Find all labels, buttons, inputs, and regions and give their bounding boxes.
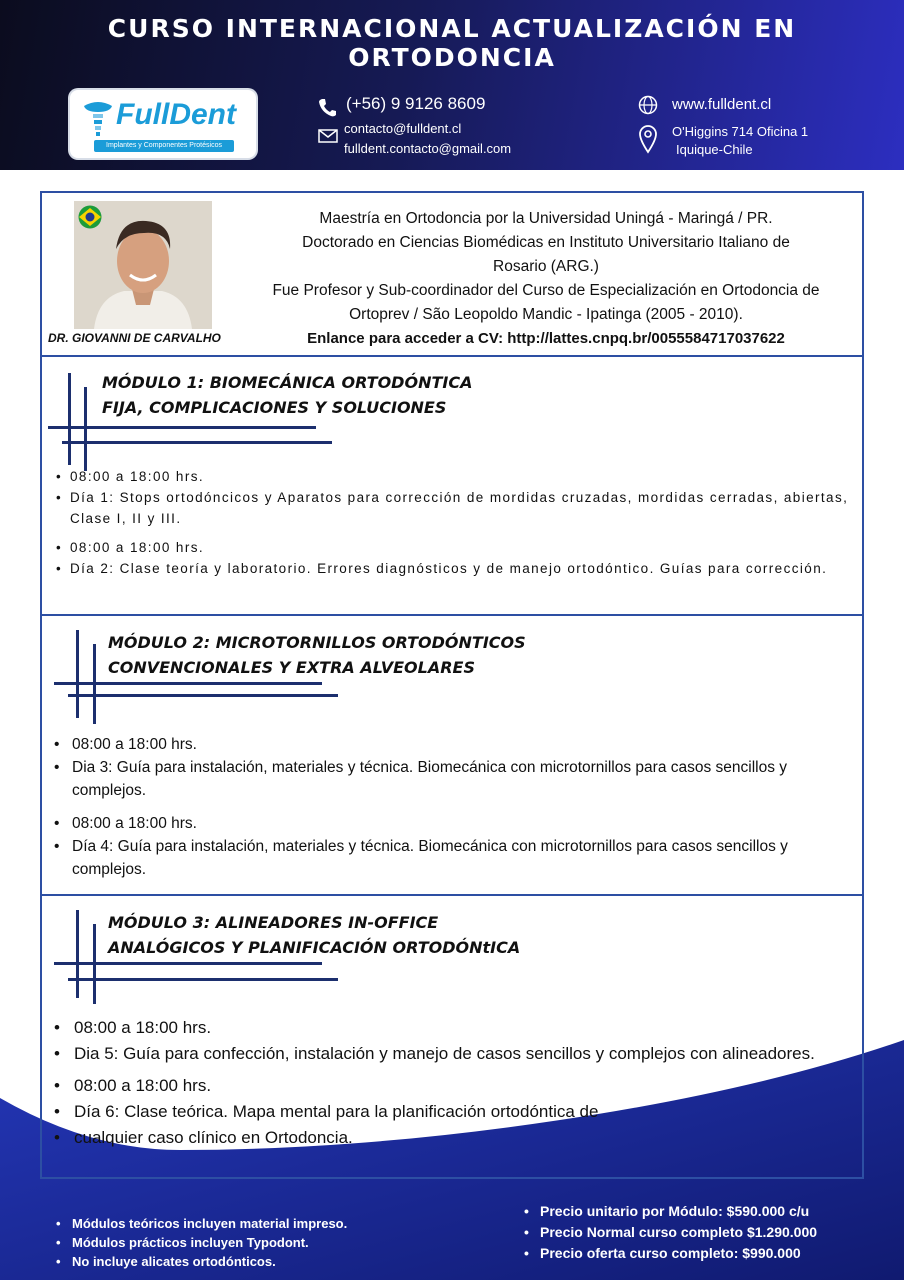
module-title-line: ANALÓGICOS Y PLANIFICACIÓN ORTODÓNtICA: [108, 938, 521, 957]
module-3-schedule: [54, 1015, 844, 1151]
schedule-item: • 08:00 a 18:00 hrs.: [54, 1015, 844, 1041]
schedule-item: • Día 1: Stops ortodóncicos y Aparatos para corrección de mordidas cruzadas, mordidas cerradas, abiertas, Clase I, II y III.: [56, 487, 856, 529]
module-title-line: CONVENCIONALES Y EXTRA ALVEOLARES: [108, 658, 475, 677]
schedule-item: • 08:00 a 18:00 hrs.: [54, 733, 844, 756]
bio-line: Doctorado en Ciencias Biomédicas en Instituto Universitario Italiano de: [302, 234, 790, 251]
module-title-line: FIJA, COMPLICACIONES Y SOLUCIONES: [102, 398, 447, 417]
schedule-item: • 08:00 a 18:00 hrs.: [56, 537, 856, 558]
module-title-line: MÓDULO 2: MICROTORNILLOS ORTODÓNTICOS: [108, 633, 526, 652]
module-1-title: [102, 370, 472, 420]
decor-line: [68, 694, 338, 697]
footer-note: • Módulos prácticos incluyen Typodont.: [52, 1233, 412, 1252]
decor-line: [62, 441, 332, 444]
module-2-card: [40, 614, 864, 896]
cv-link[interactable]: Enlance para acceder a CV: http://lattes.cnpq.br/0055584717037622: [307, 330, 785, 347]
decor-line: [54, 682, 322, 685]
price-item: • Precio oferta curso completo: $990.000: [520, 1243, 890, 1264]
module-title-line: MÓDULO 1: BIOMECÁNICA ORTODÓNTICA: [102, 373, 473, 392]
module-3-title: [108, 910, 520, 960]
schedule-item: • Día 6: Clase teórica. Mapa mental para la planificación ortodóntica de: [54, 1099, 844, 1125]
schedule-item: • Dia 3: Guía para instalación, materiales y técnica. Biomecánica con microtornillos para casos sencillos y complejos.: [54, 756, 844, 802]
bio-line: Maestría en Ortodoncia por la Universidad Uningá - Maringá / PR.: [319, 210, 773, 227]
schedule-item: • 08:00 a 18:00 hrs.: [54, 812, 844, 835]
phone-number[interactable]: (+56) 9 9126 8609: [346, 94, 486, 113]
schedule-item: • 08:00 a 18:00 hrs.: [54, 1073, 844, 1099]
address-line-2: Iquique-Chile: [676, 142, 753, 157]
module-title-line: MÓDULO 3: ALINEADORES IN-OFFICE: [108, 913, 439, 932]
email-primary[interactable]: contacto@fulldent.cl: [344, 121, 462, 136]
module-1-schedule: [56, 466, 856, 579]
decor-line: [76, 910, 79, 998]
website-link[interactable]: www.fulldent.cl: [672, 96, 772, 113]
footer-prices: [520, 1201, 890, 1264]
schedule-item: • Día 2: Clase teoría y laboratorio. Errores diagnósticos y de manejo ortodóntico. Guías para corrección.: [56, 558, 856, 579]
logo-tagline: Implantes y Componentes Protésicos: [94, 140, 234, 152]
footer-notes: [52, 1214, 412, 1271]
decor-line: [54, 962, 322, 965]
bio-line: Rosario (ARG.): [493, 258, 599, 275]
bio-line: Ortoprev / São Leopoldo Mandic - Ipatinga (2005 - 2010).: [349, 306, 743, 323]
schedule-item: • cualquier caso clínico en Ortodoncia.: [54, 1125, 844, 1151]
email-secondary[interactable]: fulldent.contacto@gmail.com: [344, 141, 512, 156]
doctor-name: DR. GIOVANNI DE CARVALHO: [48, 331, 221, 345]
module-1-card: [40, 355, 864, 616]
footer-note: • Módulos teóricos incluyen material impreso.: [52, 1214, 412, 1233]
course-title: CURSO INTERNACIONAL ACTUALIZACIÓN EN ORTODONCIA: [107, 14, 797, 72]
schedule-item: • Día 4: Guía para instalación, materiales y técnica. Biomecánica con microtornillos para casos sencillos y complejos.: [54, 835, 844, 881]
brazil-flag-icon: [76, 205, 104, 229]
decor-line: [68, 978, 338, 981]
doctor-bio-card: [40, 191, 864, 357]
decor-line: [76, 630, 79, 718]
module-2-title: [108, 630, 526, 680]
bio-line: Fue Profesor y Sub-coordinador del Curso de Especialización en Ortodoncia de: [272, 282, 820, 299]
decor-line: [48, 426, 316, 429]
module-2-schedule: [54, 733, 844, 881]
schedule-item: • Dia 5: Guía para confección, instalación y manejo de casos sencillos y complejos con alineadores.: [54, 1041, 844, 1067]
decor-line: [84, 387, 87, 471]
decor-line: [68, 373, 71, 465]
footer-note: • No incluye alicates ortodónticos.: [52, 1252, 412, 1271]
doctor-credentials: [228, 207, 864, 351]
price-item: • Precio unitario por Módulo: $590.000 c/u: [520, 1201, 890, 1222]
address-line-1: O'Higgins 714 Oficina 1: [672, 124, 809, 139]
module-3-card: [40, 894, 864, 1179]
price-item: • Precio Normal curso completo $1.290.000: [520, 1222, 890, 1243]
schedule-item: • 08:00 a 18:00 hrs.: [56, 466, 856, 487]
logo-brand-text: FullDent: [116, 98, 236, 131]
